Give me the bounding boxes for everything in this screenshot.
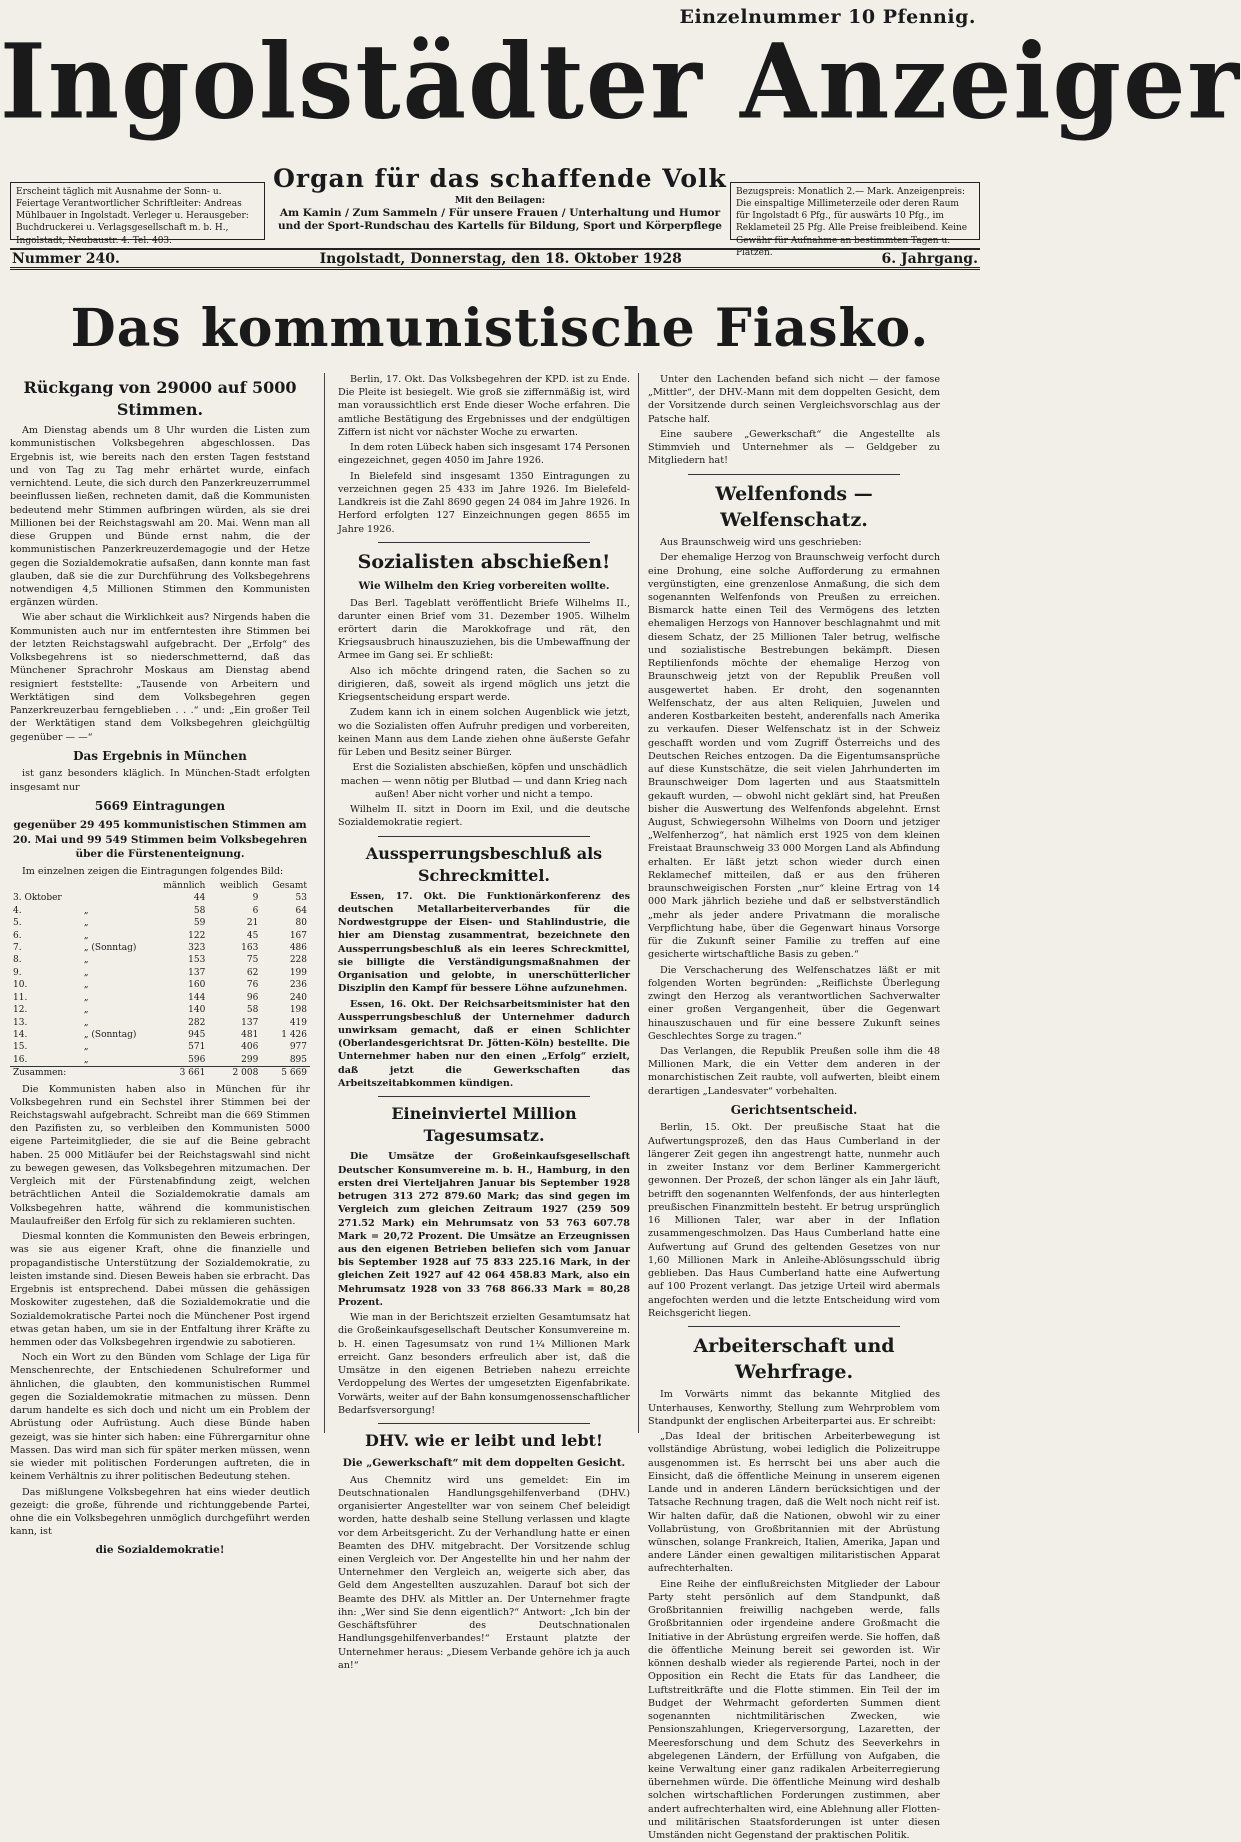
paragraph: Das Verlangen, die Republik Preußen solle ihm die 48 Millionen Mark, die ein Vetter dem anderen in der monarchistischen Zeit raubte, voll aufwerten, bleibt einem derartigen „Landesvater“ vorbehalten.: [648, 1045, 940, 1097]
column-3: [648, 373, 940, 1842]
supplements-text: Am Kamin / Zum Sammeln / Für unsere Frauen / Unterhaltung und Humor und der Sport-Rundschau des Kartells für Bildung, Sport und Körperpflege: [278, 207, 722, 233]
sub-heading: 5669 Eintragungen: [94, 798, 226, 813]
sub-heading: Die „Gewerkschaft“ mit dem doppelten Gesicht.: [342, 1457, 626, 1470]
table-cell: [10, 880, 81, 892]
table-cell: 481: [241, 1029, 259, 1040]
table-row: [10, 1017, 310, 1029]
table-cell: 236: [289, 980, 307, 991]
paragraph: Die Kommunisten haben also in München für ihr Volksbegehren rund ein Sechstel ihrer Stimmen bei der Reichstagswahl aufgebracht. Schreibt man die 669 Stimmen den Pazifisten zu, so verbleiben den Kommunisten 5000 eigene Parteimitglieder, die sie auf die Beine gebracht haben. 25 000 Mitläufer bei der Reichstagswahl sind nicht zu bewegen gewesen, das Volksbegehren mitzumachen. Der Vergleich mit der Fürstenabfindung zeigt, welchen beträchtlichen Anteil die Sozialdemokratie damals am Volksbegehren hatte, während die kommunistischen Maulaufreißer den Erfolg für sich zu reklamieren suchten.: [10, 1083, 310, 1227]
table-cell: 199: [289, 967, 307, 978]
table-cell: 3. Oktober: [13, 893, 62, 904]
table-cell: männlich: [163, 881, 206, 892]
column-divider: [638, 373, 639, 1433]
table-cell: [81, 880, 151, 892]
table-cell: 228: [289, 955, 307, 966]
table-cell: „: [83, 1005, 89, 1016]
table-cell: 6: [252, 905, 259, 916]
table-cell: 80: [295, 918, 307, 929]
table-cell: 76: [246, 980, 259, 991]
issue-number: Nummer 240.: [12, 250, 120, 267]
article-heading: DHV. wie er leibt und lebt!: [365, 1431, 603, 1451]
paragraph: Also ich möchte dringend raten, die Sachen so zu dirigieren, daß, soweit als irgend möglich uns jetzt die Kriegsentscheidung erspart werde.: [338, 665, 630, 704]
supplements-info: [270, 196, 730, 234]
paragraph: Berlin, 17. Okt. Das Volksbegehren der KPD. ist zu Ende. Die Pleite ist besiegelt. Wie groß sie ziffernmäßig ist, wird man voraussichtlich erst Ende dieser Woche erfahren. Die amtliche Bestätigung des Ergebnisses und der endgültigen Ziffern ist nicht vor nächster Woche zu erwarten.: [338, 374, 630, 438]
table-cell: „: [83, 967, 89, 978]
table-cell: 58: [246, 1005, 259, 1016]
section-rule: [378, 542, 590, 543]
table-cell: 58: [193, 905, 206, 916]
table-row: [10, 1029, 310, 1041]
article-heading: Sozialisten abschießen!: [357, 550, 611, 573]
table-total-row: [10, 1067, 310, 1080]
paragraph: „Das Ideal der britischen Arbeiterbewegung ist vollständige Abrüstung, wobei lediglich die Polizeitruppe ausgenommen ist. Es herrscht bei uns aber auch die Einsicht, daß die öffentliche Meinung in unserem eigenen Lande und in anderen Ländern berücksichtigen und der Tatsache Rechnung tragen, daß die Welt noch nicht reif ist. Wir halten dafür, daß die Nationen, obwohl wir zu einer Vollabrüstung, von Großbritannien mit der Abrüstung wünschen, solange Frankreich, Italien, Amerika, Japan und andere Länder einen gewaltigen militaristischen Apparat aufrechterhalten.: [648, 1431, 940, 1575]
paragraph: Unter den Lachenden befand sich nicht — der famose „Mittler“, der DHV.-Mann mit dem doppelten Gesicht, dem der Vorsitzende durch seinen Vergleichsvorschlag aus der Patsche half.: [648, 374, 940, 425]
table-cell: 486: [289, 943, 307, 954]
paragraph: Aus Chemnitz wird uns gemeldet: Ein im Deutschnationalen Handlungsgehilfenverband (DHV.) organisierter Angestellter war von seinem Chef beleidigt worden, hatte deshalb seine Stellung verlassen und klagte vor dem Arbeitsgericht. Zu der Verhandlung hatte er einen Beamten des DHV. mitgebracht. Der Vorsitzende schlug einen Vergleich vor. Der Angestellte hin und her nahm der Unternehmer den Vergleich an, weigerte sich aber, das Geld dem Angestellten auszuzahlen. Darauf bot sich der Beamte des DHV. als Mittler an. Der Unternehmer fragte ihn: „Wer sind Sie denn eigentlich?“ Antwort: „Ich bin der Geschäftsführer des Deutschnationalen Handlungsgehilfenverbandes!“ Erstaunt platzte der Unternehmer heraus: „Diesem Verbande gehöre ich ja auch an!“: [338, 1474, 630, 1671]
article-heading: Eineinviertel Million Tagesumsatz.: [391, 1104, 577, 1146]
paragraph: Die Verschacherung des Welfenschatzes läßt er mit folgenden Worten begründen: „Reiflichste Überlegung zwingt den Herzog als verantwortlichen Sachverwalter einer großen Vergangenheit, über die Gegenwart hinauszuschauen und für eine bessere Zukunft seines Geschlechtes Sorge zu tragen.“: [648, 964, 940, 1042]
paragraph: Wie man in der Berichtszeit erzielten Gesamtumsatz hat die Großeinkaufsgesellschaft Deutscher Konsumvereine m. b. H. einen Tagesumsatz von rund 1¼ Millionen Mark erreicht. Ganz besonders erfreulich aber ist, daß die Umsätze in den eigenen Betrieben nahezu erreichte Verdoppelung des Wertes der umgesetzten Eigenfabrikate. Vorwärts, weiter auf der Bahn konsumgenossenschaftlicher Bedarfsversorgung!: [338, 1312, 630, 1416]
paragraph: Eine saubere „Gewerkschaft“ die Angestellte als Stimmvieh und Unternehmer als — Geldgeber zu Mitgliedern hat!: [648, 428, 940, 467]
paragraph: Noch ein Wort zu den Bünden vom Schlage der Liga für Menschenrechte, der Entschiedenen Schulreformer und ähnlichen, die glaubten, den kommunistischen Rummel gegen die Sozialdemokratie mitmachen zu müssen. Denn darum handelte es sich doch und nicht um ein Problem der Abrüstung oder Aufrüstung. Auch diese Bünde haben gezeigt, was sie hinter sich haben: eine Führergarnitur ohne Massen. Das wird man sich für später merken müssen, wenn sie wieder mit politischen Forderungen auftreten, die in keinem Verhältnis zu ihrer politischen Bedeutung stehen.: [10, 1352, 310, 1483]
paragraph: Am Dienstag abends um 8 Uhr wurden die Listen zum kommunistischen Volksbegehren abgeschlossen. Das Ergebnis ist, wie bereits nach den ersten Tagen feststand und von Tag zu Tag mehr erhärtet wurde, einfach vernichtend. Leute, die sich durch den Panzerkreuzerrummel beeinflussen ließen, rechneten damit, daß die Kommunisten bedeutend mehr Stimmen aufbringen würden, als sie drei Millionen bei der Reichstagswahl am 20. Mai. Wenn man all diese Gruppen und Bünde ernst nahm, die der kommunistischen Panzerkreuzerdemagogie und der Hetze gegen die Sozialdemokratie aufsaßen, dann konnte man fast glauben, daß sie die zur Durchführung des Volksbegehrens notwendigen 4,5 Millionen Stimmen den Kommunisten ergänzen würden.: [10, 425, 310, 609]
paragraph: Erst die Sozialisten abschießen, köpfen und unschädlich machen — wenn nötig per Blutbad — und dann Krieg nach außen! Aber nicht vorher und nicht a tempo.: [340, 762, 628, 800]
paragraph: Der ehemalige Herzog von Braunschweig verfocht durch eine Drohung, eine solche Aufforderung zu ermahnen vergünstigten, eine grenzenlose Anmaßung, die sich dem sogenannten Welfenfonds von Preußen zu erreichen. Bismarck hatte einen Teil des Vermögens des letzten ehemaligen Herzogs von Hannover beschlagnahmt und mit diesem Schatz, der 25 Millionen Taler betrug, welfische und sozialistische Bestrebungen bekämpft. Diesen Reptilienfonds möchte der ehemalige Herzog von Braunschweig jetzt von der Republik Preußen voll ausgewertet haben. Er droht, den sogenannten Welfenschatz, der aus alten Reliquien, Juwelen und anderen Kostbarkeiten besteht, anderenfalls nach Amerika zu verkaufen. Dieser Welfenschatz ist in der Schweiz geschafft worden und vom Zugriff Österreichs und des Deutschen Reiches entzogen. Da die Eigentumsansprüche auf diese Kunstschätze, die seit vielen Jahrhunderten im Braunschweiger Dom lagerten und aus Staatsmitteln gekauft wurden, — obwohl nicht geklärt sind, hat Preußen bisher die Auswertung des Welfenfonds abgelehnt. Ernst August, Schwiegersohn Wilhelms von Doorn und jetziger „Welfenherzog“, hat nämlich erst 1925 von dem kleinen Freistaat Braunschweig 33 000 Morgen Land als Abfindung erhalten. Er läßt jetzt schon wieder durch einen Reklamechef mitteilen, daß er aus den früheren braunschweigischen Forsten „nur“ kleine Ertrag von 14 000 Mark jährlich beziehe und daß er selbstverständlich „mehr als jeder andere Privatmann die moralische Verpflichtung habe, über die Gegenwart hinaus Vorsorge für die Zukunft seiner Familie zu treffen auf eine gesicherte wirtschaftliche Basis zu geben.“: [648, 552, 940, 961]
table-cell: 15.: [13, 1042, 28, 1053]
paragraph: Eine Reihe der einflußreichsten Mitglieder der Labour Party steht persönlich auf dem Standpunkt, daß Großbritannien freiwillig nachgeben werde, falls Großbritannien oder irgendeine andere Großmacht die Initiative in der Abrüstung ergreifen werde. Sie hoffen, daß die öffentliche Meinung bereit sei geworden ist. Wir können deshalb wieder als regierende Partei, noch in der Opposition ein Recht die Etats für das Landheer, die Luftstreitkräfte und die Flotte stimmen. Ein Teil der im Budget der Wehrmacht geforderten Summen dient sogenannten nichtmilitärischen Zwecken, wie Pensionszahlungen, Kriegerversorgung, Lazaretten, der Meeresforschung und dem Schutz des Seeverkehrs in abgelegenen Ländern, der Erfüllung von Aufgaben, die keine Verwaltung einer ganz radikalen Arbeiterregierung übernehmen würde. Die öffentliche Meinung wird deshalb solchen wirtschaftlichen Forderungen zustimmen, aber andert aufrechterhalten wird, eine Ablehnung aller Flotten- und militärischen Staatsforderungen ist unter diesen Umständen nicht Gegenstand der praktischen Politik.: [648, 1578, 940, 1842]
table-cell: 122: [188, 930, 206, 941]
table-cell: 59: [193, 918, 206, 929]
table-cell: „ (Sonntag): [83, 943, 137, 954]
table-cell: 167: [289, 930, 307, 941]
table-cell: 163: [241, 943, 259, 954]
table-cell: 596: [188, 1054, 206, 1065]
table-cell: 153: [188, 955, 206, 966]
table-cell: „: [83, 1054, 89, 1065]
paragraph: Diesmal konnten die Kommunisten den Beweis erbringen, was sie aus eigener Kraft, ohne die finanzielle und propagandistische Unterstützung der Sozialdemokratie, zu leisten imstande sind. Diesen Beweis haben sie erbracht. Das Ergebnis ist entsprechend. Dabei müssen die gehässigen Moskowiter zugestehen, daß die Sozialdemokratie und die Sozialdemokratische Partei noch die Münchener Post irgend etwas getan haben, um sie in der Entfaltung ihrer Kräfte zu hemmen oder das Volksbegehren irgendwie zu sabotieren.: [10, 1231, 310, 1348]
column-1: [10, 373, 310, 1556]
table-cell: weiblich: [220, 881, 259, 892]
table-row: [10, 992, 310, 1004]
table-cell: 571: [188, 1042, 206, 1053]
masthead-subtitle: Organ für das schaffende Volk: [273, 164, 727, 193]
table-cell: 198: [289, 1005, 307, 1016]
article-heading: Rückgang von 29000 auf 5000 Stimmen.: [23, 378, 297, 420]
table-cell: 895: [289, 1054, 307, 1065]
table-cell: „: [83, 980, 89, 991]
table-cell: „: [83, 905, 89, 916]
table-cell: 323: [188, 943, 206, 954]
closing-line: die Sozialdemokratie!: [95, 1543, 225, 1556]
table-cell: „: [83, 1042, 89, 1053]
section-rule: [378, 1423, 590, 1424]
article-heading: Aussperrungsbeschluß als Schreckmittel.: [365, 843, 603, 885]
table-cell: 75: [246, 955, 259, 966]
paragraph: Zudem kann ich in einem solchen Augenblick wie jetzt, wo die Sozialisten offen Aufruhr predigen und vorbereiten, keinen Mann aus dem Lande ziehen ohne äußerste Gefahr für Leben und Besitz seiner Bürger.: [338, 707, 630, 759]
paragraph: Aus Braunschweig wird uns geschrieben:: [660, 537, 862, 549]
paragraph: ist ganz besonders kläglich. In München-Stadt erfolgten insgesamt nur: [10, 768, 310, 793]
table-cell: 8.: [13, 955, 22, 966]
section-rule: [378, 836, 590, 837]
volume-year: 6. Jahrgang.: [881, 250, 978, 267]
table-cell: 299: [241, 1054, 259, 1065]
table-row: [10, 967, 310, 979]
table-cell: 144: [188, 992, 206, 1003]
paragraph: In Bielefeld sind insgesamt 1350 Eintragungen zu verzeichnen gegen 25 433 im Jahre 1926. Im Bielefeld-Landkreis ist die Zahl 8690 gegen 24 084 im Jahre 1926. In Herford erfolgten 127 Einzeichnungen gegen 8655 im Jahre 1926.: [338, 470, 630, 535]
paragraph: Berlin, 15. Okt. Der preußische Staat hat die Aufwertungsprozeß, den das Haus Cumberland in der längerer Zeit gegen ihn angestrengt hatte, nunmehr auch in zweiter Instanz vor dem Berliner Kammergericht gewonnen. Der Prozeß, der schon länger als ein Jahr läuft, betrifft den sogenannten Welfenfonds, der aus hinterlegten preußischen Finanzmitteln besteht. Er betrug ursprünglich 16 Millionen Taler, war aber in der Inflation zusammengeschmolzen. Das Haus Cumberland hatte eine Aufwertung auf Grund des geltenden Gesetzes von nur 1,60 Millionen Mark in Anleihe-Ablösungsschuld übrig geblieben. Das Haus Cumberland hatte eine Aufwertung auf 100 Prozent verlangt. Das jetzige Urteil wird abermals angefochten werden und die letzte Entscheidung wird vom Reichsgericht liegen.: [648, 1122, 940, 1319]
table-cell: 64: [295, 905, 307, 916]
table-row: [10, 930, 310, 942]
table-row: [10, 1004, 310, 1016]
table-cell: „ (Sonntag): [83, 1029, 137, 1040]
paragraph: Wilhelm II. sitzt in Doorn im Exil, und die deutsche Sozialdemokratie regiert.: [338, 804, 630, 829]
paragraph: Essen, 17. Okt. Die Funktionärkonferenz des deutschen Metallarbeiterverbandes für die Nordwestgruppe der Eisen- und Stahlindustrie, die hier am Dienstag zusammentrat, bezeichnete den Aussperrungsbeschluß als ein leeres Schreckmittel, sie billigte die Verständigungsmaßnahmen der Organisation und gelobte, in unerschütterlicher Disziplin den Kampf für bessere Löhne aufzunehmen.: [338, 890, 630, 995]
table-row: [10, 917, 310, 929]
section-rule: [378, 1096, 590, 1097]
table-header-row: [10, 880, 310, 892]
paragraph: Das Berl. Tageblatt veröffentlicht Briefe Wilhelms II., darunter einen Brief vom 31. Dezember 1905. Wilhelm erörtert darin die Marokkofrage und rät, den Kriegsausbruch hinauszuziehen, bis die Umbewaffnung der Armee im Gang sei. Er schließt:: [338, 597, 630, 662]
paragraph: Die Umsätze der Großeinkaufsgesellschaft Deutscher Konsumvereine m. b. H., Hamburg, in den ersten drei Vierteljahren Januar bis September 1928 betrugen 313 272 879.60 Mark; das sind gegen im Vergleich zum gleichen Zeitraum 1927 (259 509 271.52 Mark) ein Mehrumsatz von 53 763 607.78 Mark = 20,72 Prozent. Die Umsätze an Erzeugnissen aus den eigenen Betrieben beliefen sich vom Januar bis September 1928 auf 75 833 225.16 Mark, in der gleichen Zeit 1927 auf 42 064 458.83 Mark, also ein Mehrumsatz 1928 von 33 768 866.33 Mark = 80,28 Prozent.: [338, 1151, 630, 1308]
table-cell: 240: [289, 992, 307, 1003]
sub-heading: Das Ergebnis in München: [73, 748, 247, 763]
main-headline: Das kommunistische Fiasko.: [70, 298, 930, 359]
publisher-info-box: Erscheint täglich mit Ausnahme der Sonn- u. Feiertage Verantwortlicher Schriftleiter: Andreas Mühlbauer in Ingolstadt. Verleger u. Herausgeber: Buchdruckerei u. Verlagsgesellschaft m. b. H., Ingolstadt, Neubaustr. 4. Tel. 403.: [10, 182, 265, 240]
table-cell: 160: [188, 980, 206, 991]
table-cell: 137: [188, 967, 206, 978]
paragraph: In dem roten Lübeck haben sich insgesamt 174 Personen eingezeichnet, gegen 4050 im Jahre 1926.: [338, 442, 630, 467]
sub-heading: Gerichtsentscheid.: [730, 1102, 858, 1117]
article-heading: Arbeiterschaft und Wehrfrage.: [693, 1334, 895, 1384]
table-cell: 53: [295, 893, 307, 904]
table-cell: 96: [246, 992, 259, 1003]
table-cell: 44: [193, 893, 206, 904]
paragraph: Das mißlungene Volksbegehren hat eins wieder deutlich gezeigt: die große, führende und richtunggebende Partei, ohne die ein Volksbegehren unmöglich durchgeführt werden kann, ist: [10, 1486, 310, 1538]
table-cell: 5 669: [281, 1068, 307, 1079]
paragraph: Essen, 16. Okt. Der Reichsarbeitsminister hat den Aussperrungsbeschluß der Unternehmer dadurch unwirksam gemacht, daß er einen Schlichter (Oberlandesgerichtsrat Dr. Jötten-Köln) bestellte. Die Unternehmer haben nur den einen „Erfolg“ erzielt, daß jetzt die Gewerkschaften das Arbeitszeitabkommen kündigen.: [338, 998, 630, 1089]
table-cell: 406: [241, 1042, 259, 1053]
paragraph: Im Vorwärts nimmt das bekannte Mitglied des Unterhauses, Kenworthy, Stellung zum Wehrproblem vom Standpunkt der englischen Arbeiterpartei aus. Er schreibt:: [648, 1389, 940, 1427]
paragraph: Wie aber schaut die Wirklichkeit aus? Nirgends haben die Kommunisten auch nur im entferntesten ihre Stimmen bei der letzten Reichstagswahl aufgebracht. Der „Erfolg“ des Volksbegehrens ist so niederschmetternd, daß das Münchener Sprachrohr Moskaus am Dienstag abend resigniert feststellte: „Tausende von Arbeitern und Werktätigen sind dem Volksbegehren gegen Panzerkreuzerbau ferngeblieben . . .“ und: „Ein großer Teil der Werktätigen stand dem Volksbegehren gleichgültig gegenüber — —“: [10, 612, 310, 743]
table-cell: Zusammen:: [13, 1068, 67, 1079]
table-row: [10, 954, 310, 966]
table-cell: 10.: [13, 980, 28, 991]
table-cell: 7.: [13, 943, 22, 954]
table-intro: Im einzelnen zeigen die Eintragungen folgendes Bild:: [22, 865, 284, 877]
section-rule: [688, 1326, 900, 1327]
table-cell: 21: [246, 918, 259, 929]
table-cell: „: [83, 930, 89, 941]
table-cell: Gesamt: [272, 881, 307, 892]
table-cell: 1 426: [281, 1029, 307, 1040]
table-cell: 9.: [13, 967, 22, 978]
table-cell: 14.: [13, 1029, 28, 1040]
table-cell: 9: [252, 893, 259, 904]
table-row: [10, 905, 310, 917]
table-cell: 13.: [13, 1017, 28, 1028]
table-cell: 5.: [13, 918, 22, 929]
table-cell: 4.: [13, 905, 22, 916]
masthead-title: Ingolstädter Anzeiger: [0, 22, 1241, 143]
table-cell: 12.: [13, 1005, 28, 1016]
pricing-info-box: Bezugspreis: Monatlich 2.— Mark. Anzeigenpreis: Die einspaltige Millimeterzeile oder deren Raum für Ingolstadt 6 Pfg., für auswärts 10 Pfg., im Reklameteil 25 Pfg. Alle Preise freibleibend. Keine Gewähr für Aufnahme an bestimmten Tagen u. Plätzen.: [730, 182, 980, 240]
sub-heading: gegenüber 29 495 kommunistischen Stimmen am 20. Mai und 99 549 Stimmen beim Volksbegehren über die Fürstenenteignung.: [12, 819, 308, 861]
table-cell: 137: [241, 1017, 259, 1028]
table-row: [10, 1054, 310, 1067]
table-cell: 11.: [13, 992, 28, 1003]
table-cell: 62: [246, 967, 259, 978]
table-cell: 282: [188, 1017, 206, 1028]
table-cell: „: [83, 992, 89, 1003]
table-row: [10, 942, 310, 954]
table-cell: 6.: [13, 930, 22, 941]
table-cell: [81, 1067, 151, 1080]
section-rule: [688, 474, 900, 475]
issue-date: Ingolstadt, Donnerstag, den 18. Oktober 1928: [319, 250, 682, 267]
table-cell: 140: [188, 1005, 206, 1016]
table-row: [10, 1041, 310, 1053]
sub-heading: Wie Wilhelm den Krieg vorbereiten wollte.: [358, 580, 610, 593]
table-cell: „: [83, 918, 89, 929]
article-heading: Welfenfonds — Welfenschatz.: [715, 482, 873, 531]
table-cell: 945: [188, 1029, 206, 1040]
table-cell: 977: [289, 1042, 307, 1053]
table-cell: „: [83, 1017, 89, 1028]
table-cell: 3 661: [179, 1068, 206, 1079]
registrations-table: [10, 880, 310, 1080]
table-cell: „: [83, 955, 89, 966]
table-cell: 2 008: [232, 1068, 259, 1079]
table-cell: 419: [289, 1017, 307, 1028]
column-2: [338, 373, 630, 1671]
dateline-bar: [10, 248, 980, 270]
table-row: [10, 892, 310, 904]
table-cell: 16.: [13, 1054, 28, 1065]
price-note: Einzelnummer 10 Pfennig.: [679, 6, 976, 28]
table-cell: 45: [246, 930, 259, 941]
supplements-label: Mit den Beilagen:: [454, 196, 546, 206]
table-row: [10, 979, 310, 991]
table-cell: [81, 892, 151, 904]
column-divider: [324, 373, 325, 1433]
